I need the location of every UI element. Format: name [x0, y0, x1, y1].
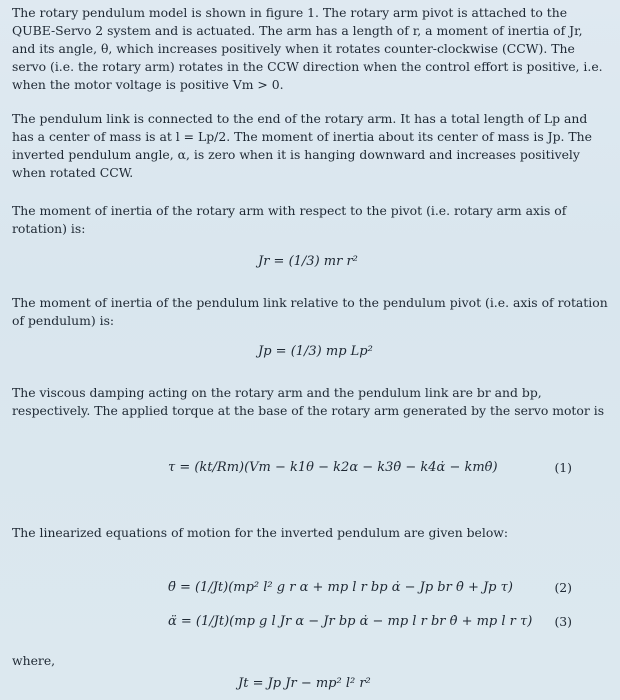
jp-equation: Jp = (1/3) mp Lp²: [258, 344, 373, 359]
equation-number-1: (1): [554, 460, 572, 475]
theta-ddot-equation: θ̈ = (1/Jt)(mp² l² g r α + mp l r bp α̇ − Jp br θ̇ + Jp τ): [168, 580, 513, 595]
link-inertia-paragraph: The moment of inertia of the pendulum link relative to the pendulum pivot (i.e. axis of rotation of pendulum) is:: [12, 295, 608, 328]
pendulum-paragraph: The pendulum link is connected to the end of the rotary arm. It has a total length of Lp and has a center of mass is at l = Lp/2. The moment of inertia about its center of mass is Jp. The inverted pendulum angle, α, is zero when it is hanging downward and increases positively when rotated CCW.: [12, 111, 592, 180]
jr-equation: Jr = (1/3) mr r²: [258, 254, 358, 269]
arm-inertia-paragraph: The moment of inertia of the rotary arm with respect to the pivot (i.e. rotary arm axis of rotation) is:: [12, 203, 567, 236]
linearized-paragraph: The linearized equations of motion for the inverted pendulum are given below:: [12, 525, 509, 540]
equation-number-2: (2): [554, 580, 572, 595]
torque-equation: τ = (kt/Rm)(Vm − k1θ − k2α − k3θ̇ − k4α̇ − kmθ̇): [168, 460, 498, 475]
jt-equation: Jt = Jp Jr − mp² l² r²: [238, 676, 371, 691]
equation-number-3: (3): [554, 614, 572, 629]
intro-paragraph: The rotary pendulum model is shown in figure 1. The rotary arm pivot is attached to the QUBE-Servo 2 system and is actuated. The arm has a length of r, a moment of inertia of Jr, and its angle, θ, which increases positively when it rotates counter-clockwise (CCW). The servo (i.e. the rotary arm) rotates in the CCW direction when the control effort is positive, i.e. when the motor voltage is positive Vm > 0.: [12, 5, 603, 92]
alpha-ddot-equation: α̈ = (1/Jt)(mp g l Jr α − Jr bp α̇ − mp l r br θ̇ + mp l r τ): [168, 614, 533, 629]
where-label: where,: [12, 653, 56, 668]
damping-paragraph: The viscous damping acting on the rotary arm and the pendulum link are br and bp, respectively. The applied torque at the base of the rotary arm generated by the servo motor is: [12, 385, 605, 418]
